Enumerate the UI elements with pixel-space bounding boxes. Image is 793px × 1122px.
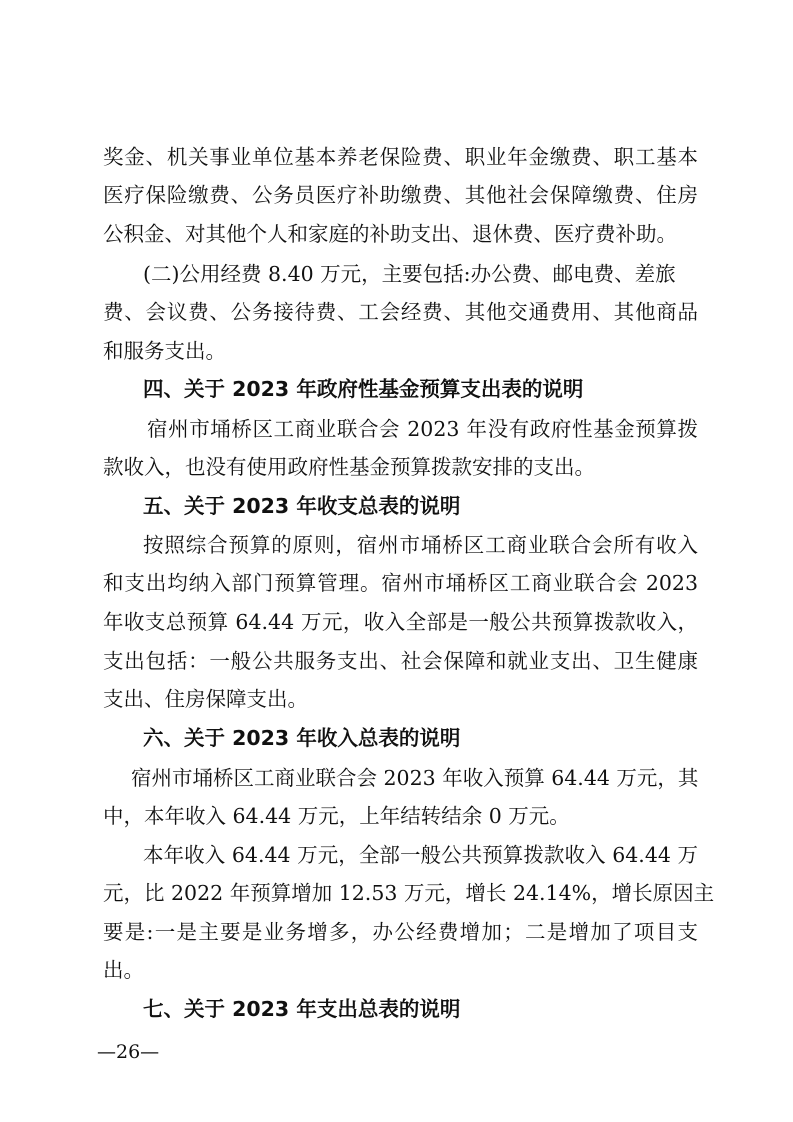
paragraph-line: 要是:一是主要是业务增多，办公经费增加；二是增加了项目支 xyxy=(103,920,698,944)
paragraph-line: 医疗保险缴费、公务员医疗补助缴费、其他社会保障缴费、住房 xyxy=(103,183,698,207)
section-heading-4: 四、关于 2023 年政府性基金预算支出表的说明 xyxy=(143,377,584,401)
paragraph-line: 奖金、机关事业单位基本养老保险费、职业年金缴费、职工基本 xyxy=(103,145,698,169)
paragraph-line: 本年收入 64.44 万元，全部一般公共预算拨款收入 64.44 万 xyxy=(143,843,698,867)
paragraph-line: 和支出均纳入部门预算管理。宿州市埇桥区工商业联合会 2023 xyxy=(103,571,698,595)
section-heading-6: 六、关于 2023 年收入总表的说明 xyxy=(143,726,461,750)
page-number: —26— xyxy=(97,1041,160,1063)
paragraph-line: 款收入，也没有使用政府性基金预算拨款安排的支出。 xyxy=(103,455,595,479)
paragraph-line: 元，比 2022 年预算增加 12.53 万元，增长 24.14%，增长原因主 xyxy=(103,881,715,905)
paragraph-line: 出。 xyxy=(103,958,144,982)
paragraph-line: 宿州市埇桥区工商业联合会 2023 年没有政府性基金预算拨 xyxy=(147,417,698,441)
paragraph-line: (二)公用经费 8.40 万元，主要包括:办公费、邮电费、差旅 xyxy=(143,262,676,286)
paragraph-line: 按照综合预算的原则，宿州市埇桥区工商业联合会所有收入 xyxy=(143,533,698,557)
paragraph-line: 支出包括：一般公共服务支出、社会保障和就业支出、卫生健康 xyxy=(103,649,698,673)
paragraph-line: 公积金、对其他个人和家庭的补助支出、退休费、医疗费补助。 xyxy=(103,222,677,246)
paragraph-line: 年收支总预算 64.44 万元，收入全部是一般公共预算拨款收入， xyxy=(103,610,698,634)
paragraph-line: 支出、住房保障支出。 xyxy=(103,687,308,711)
paragraph-line: 中，本年收入 64.44 万元，上年结转结余 0 万元。 xyxy=(103,804,570,828)
paragraph-line: 宿州市埇桥区工商业联合会 2023 年收入预算 64.44 万元，其 xyxy=(131,766,699,790)
section-heading-7: 七、关于 2023 年支出总表的说明 xyxy=(143,997,461,1021)
paragraph-line: 费、会议费、公务接待费、工会经费、其他交通费用、其他商品 xyxy=(103,300,698,324)
paragraph-line: 和服务支出。 xyxy=(103,339,226,363)
section-heading-5: 五、关于 2023 年收支总表的说明 xyxy=(143,494,461,518)
